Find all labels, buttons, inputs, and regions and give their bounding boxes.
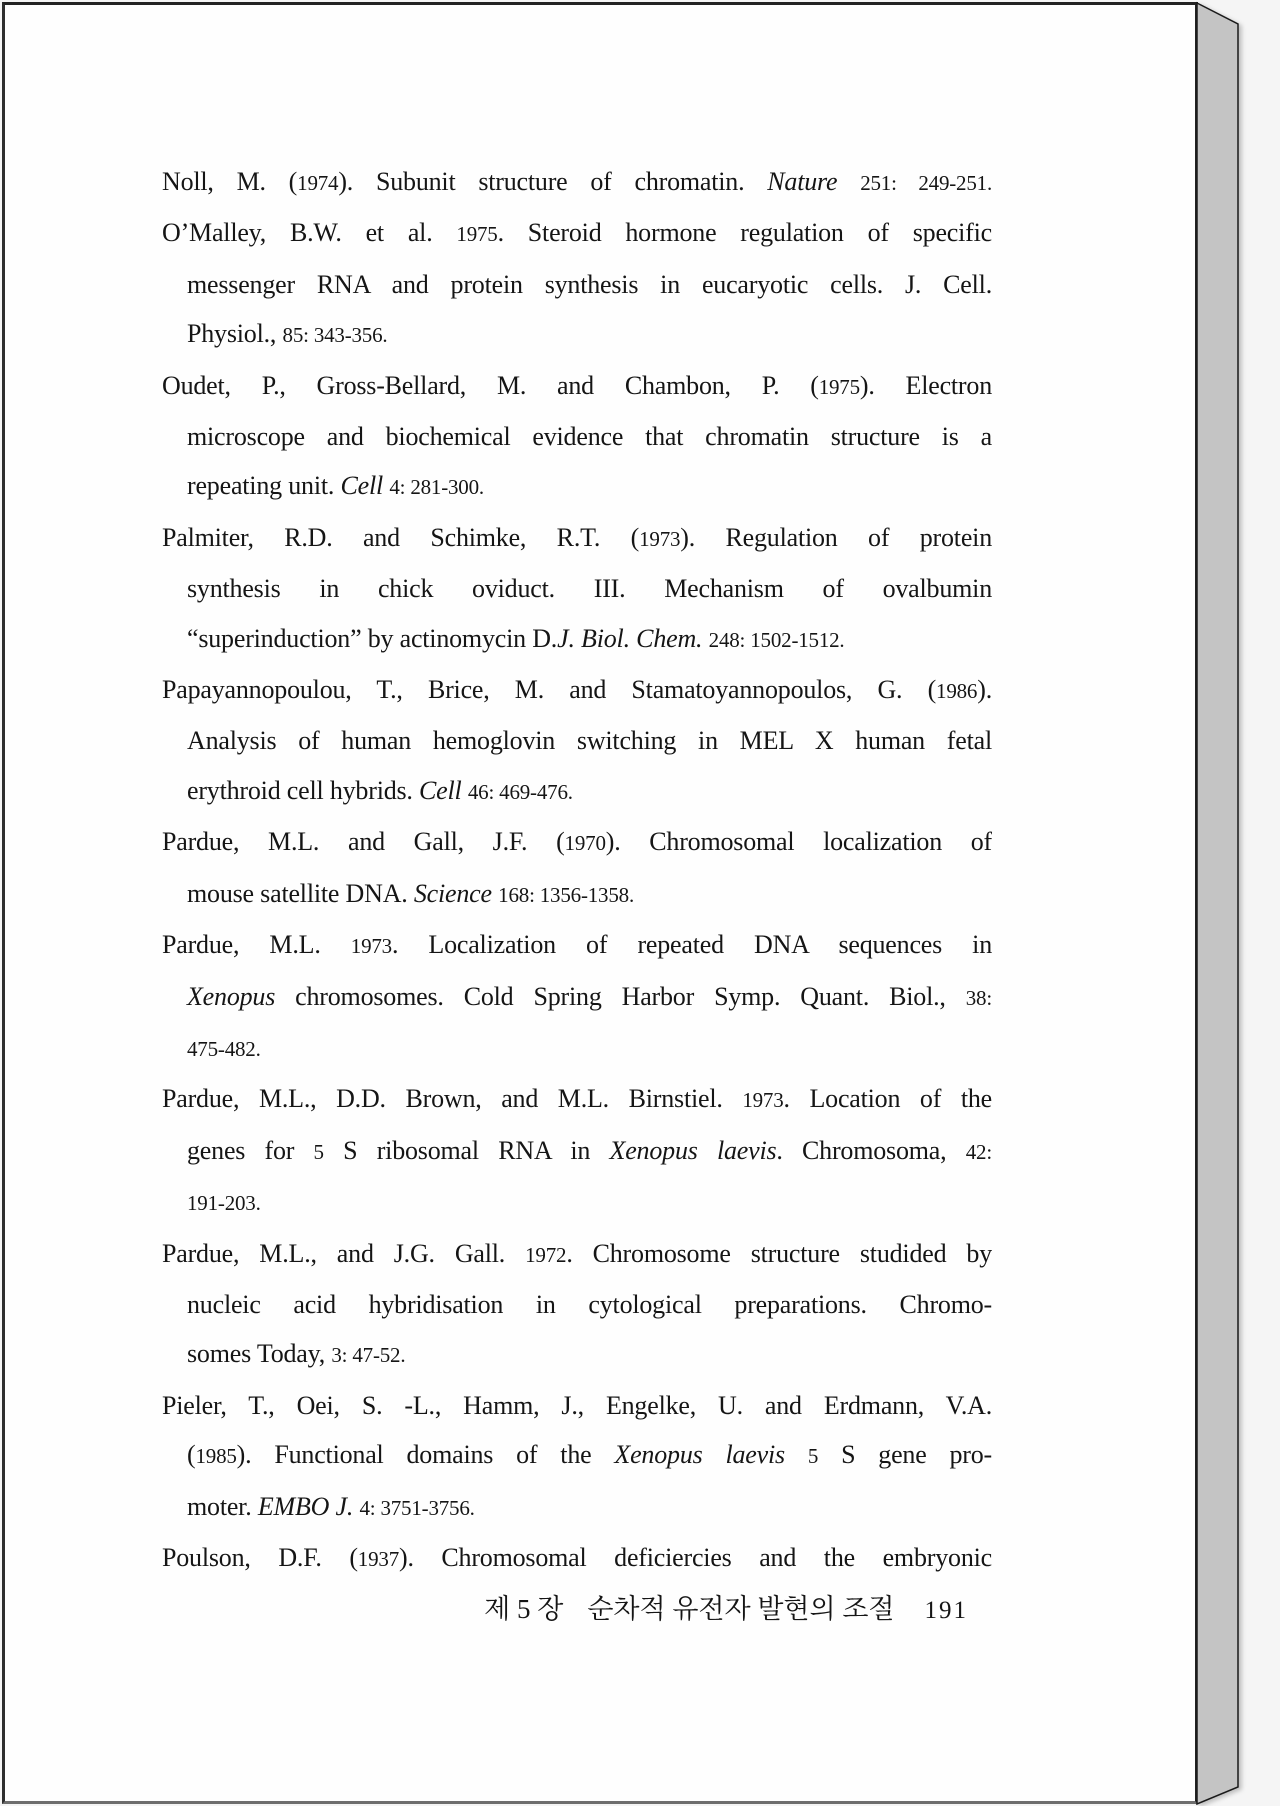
reference-segment: 248: 1502-1512. [708,627,845,652]
reference-segment: Palmiter, R.D. and Schimke, R.T. ( [162,522,640,552]
reference-line [162,1329,992,1380]
reference-segment: O’Malley, B.W. et al. [162,218,457,248]
reference-line [162,1023,992,1074]
reference-segment: moter. [187,1491,258,1521]
reference-segment: 475-482. [187,1036,261,1061]
reference-segment: 1975 [818,374,860,399]
reference-line [162,665,992,716]
reference-segment: S ribosomal RNA in [323,1135,610,1165]
page-edge [1196,0,1256,1806]
reference-line [162,817,992,868]
reference-segment: 38: [965,985,992,1010]
reference-line [162,412,992,461]
reference-line [162,869,992,920]
reference-segment: 1974 [297,171,339,195]
reference-segment: “superinduction” by actinomycin D. [187,623,558,653]
reference-segment: Oudet, P., Gross-Bellard, M. and Chambon, P. ( [162,370,819,400]
reference-segment: 46: 469-476. [467,779,573,804]
reference-segment: 3: 47-52. [331,1343,406,1368]
reference-segment: Cell [419,775,468,805]
reference-line [162,208,992,259]
reference-segment: ). Chromosomal deficiercies and the embryonic [399,1542,992,1572]
reference-line [162,309,992,360]
reference-line [162,513,992,564]
reference-segment: erythroid cell hybrids. [187,775,420,805]
reference-segment: . Chromosoma, [776,1135,966,1165]
reference-segment: ). Electron [859,370,992,400]
reference-segment: ). Functional domains of the [236,1440,615,1470]
reference-segment: somes Today, [187,1339,332,1369]
reference-segment: synthesis in chick oviduct. III. Mechanism of ovalbumin [187,574,992,604]
reference-segment: Papayannopoulou, T., Brice, M. and Stamatoyannopoulos, G. ( [162,675,937,705]
reference-segment: ( [187,1440,196,1470]
reference-line [162,361,992,412]
reference-segment: 191-203. [187,1191,261,1216]
reference-segment: S gene pro- [818,1440,992,1470]
reference-segment: Noll, M. ( [162,167,298,196]
book-page [2,2,1198,1804]
footer-chapter-title: 순차적 유전자 발현의 조절 [587,1594,895,1624]
reference-segment: genes for [187,1135,314,1165]
reference-segment: Analysis of human hemoglovin switching in MEL X human fetal [187,726,992,756]
reference-segment: Xenopus [187,981,276,1011]
reference-segment: 5 [313,1139,324,1164]
reference-line [162,1126,992,1177]
reference-segment: nucleic acid hybridisation in cytological preparations. Chromo- [187,1289,992,1319]
reference-segment: Xenopus laevis [614,1440,808,1470]
reference-line [162,614,992,665]
reference-segment: Pardue, M.L. and Gall, J.F. ( [162,827,565,857]
reference-line [162,1381,992,1430]
reference-line [162,1533,992,1584]
footer-chapter-section: 제 5 장 [484,1594,564,1624]
reference-segment: 251: 249-251. [860,171,992,195]
reference-segment: Pardue, M.L., D.D. Brown, and M.L. Birnstiel. [162,1084,743,1114]
reference-segment: Poulson, D.F. ( [162,1542,358,1572]
reference-segment: 1973 [742,1088,784,1113]
reference-segment: repeating unit. [187,471,341,501]
reference-line [162,157,992,208]
reference-line [162,1229,992,1280]
reference-segment: Pardue, M.L. [162,930,351,960]
reference-segment: 1975 [456,222,498,247]
footer-page-number: 191 [924,1597,968,1624]
reference-segment: Pieler, T., Oei, S. -L., Hamm, J., Engelke, U. and Erdmann, V.A. [162,1390,992,1420]
reference-line [162,1280,992,1329]
reference-line [162,716,992,765]
reference-line [162,920,992,971]
reference-segment: 1970 [564,831,606,856]
reference-segment: ). Regulation of protein [680,522,992,552]
references-list [162,157,992,1584]
reference-segment: EMBO J. [257,1491,354,1521]
reference-segment: Science [413,878,499,908]
reference-segment: 1937 [357,1546,399,1571]
reference-segment: . Localization of repeated DNA sequences in [391,930,992,960]
reference-segment: Pardue, M.L., and J.G. Gall. [162,1238,526,1268]
reference-segment: 1973 [350,934,392,959]
reference-segment: ). Chromosomal localization of [605,827,992,857]
reference-segment: messenger RNA and protein synthesis in eucaryotic cells. J. Cell. [187,269,992,299]
reference-segment: 85: 343-356. [282,323,388,348]
reference-line [162,461,992,512]
reference-segment: Cell [340,471,390,501]
reference-segment: ). [977,675,992,705]
reference-segment: mouse satellite DNA. [187,878,414,908]
reference-line [162,1482,992,1533]
reference-segment: 4: 281-300. [389,475,484,500]
reference-segment: 1973 [639,526,681,551]
reference-segment: ). Subunit structure of chromatin. [338,167,768,196]
reference-segment: 168: 1356-1358. [498,882,634,907]
reference-segment: 5 [807,1444,819,1469]
reference-segment: microscope and biochemical evidence that chromatin structure is a [187,422,992,452]
reference-segment: chromosomes. Cold Spring Harbor Symp. Quant. Biol., [275,981,966,1011]
reference-segment: 1985 [195,1444,237,1469]
reference-segment: . Steroid hormone regulation of specific [497,218,992,248]
reference-line [162,766,992,817]
page-edge-face [1197,3,1238,1804]
reference-segment: 1972 [525,1242,567,1267]
reference-line [162,1177,992,1228]
reference-segment: J. Biol. Chem. [557,623,703,653]
reference-segment: Physiol., [187,319,283,349]
reference-segment: . Location of the [783,1084,992,1114]
reference-line [162,1430,992,1481]
reference-segment: . Chromosome structure studided by [566,1238,992,1268]
reference-line [162,564,992,613]
reference-segment: 1986 [936,679,978,704]
reference-segment: Nature [767,167,861,196]
reference-segment: 4: 3751-3756. [359,1495,475,1520]
reference-line [162,260,992,309]
reference-line [162,972,992,1023]
reference-line [162,1074,992,1125]
reference-segment: Xenopus laevis [609,1135,777,1165]
page-footer [162,1589,968,1631]
reference-segment: 42: [965,1139,992,1164]
